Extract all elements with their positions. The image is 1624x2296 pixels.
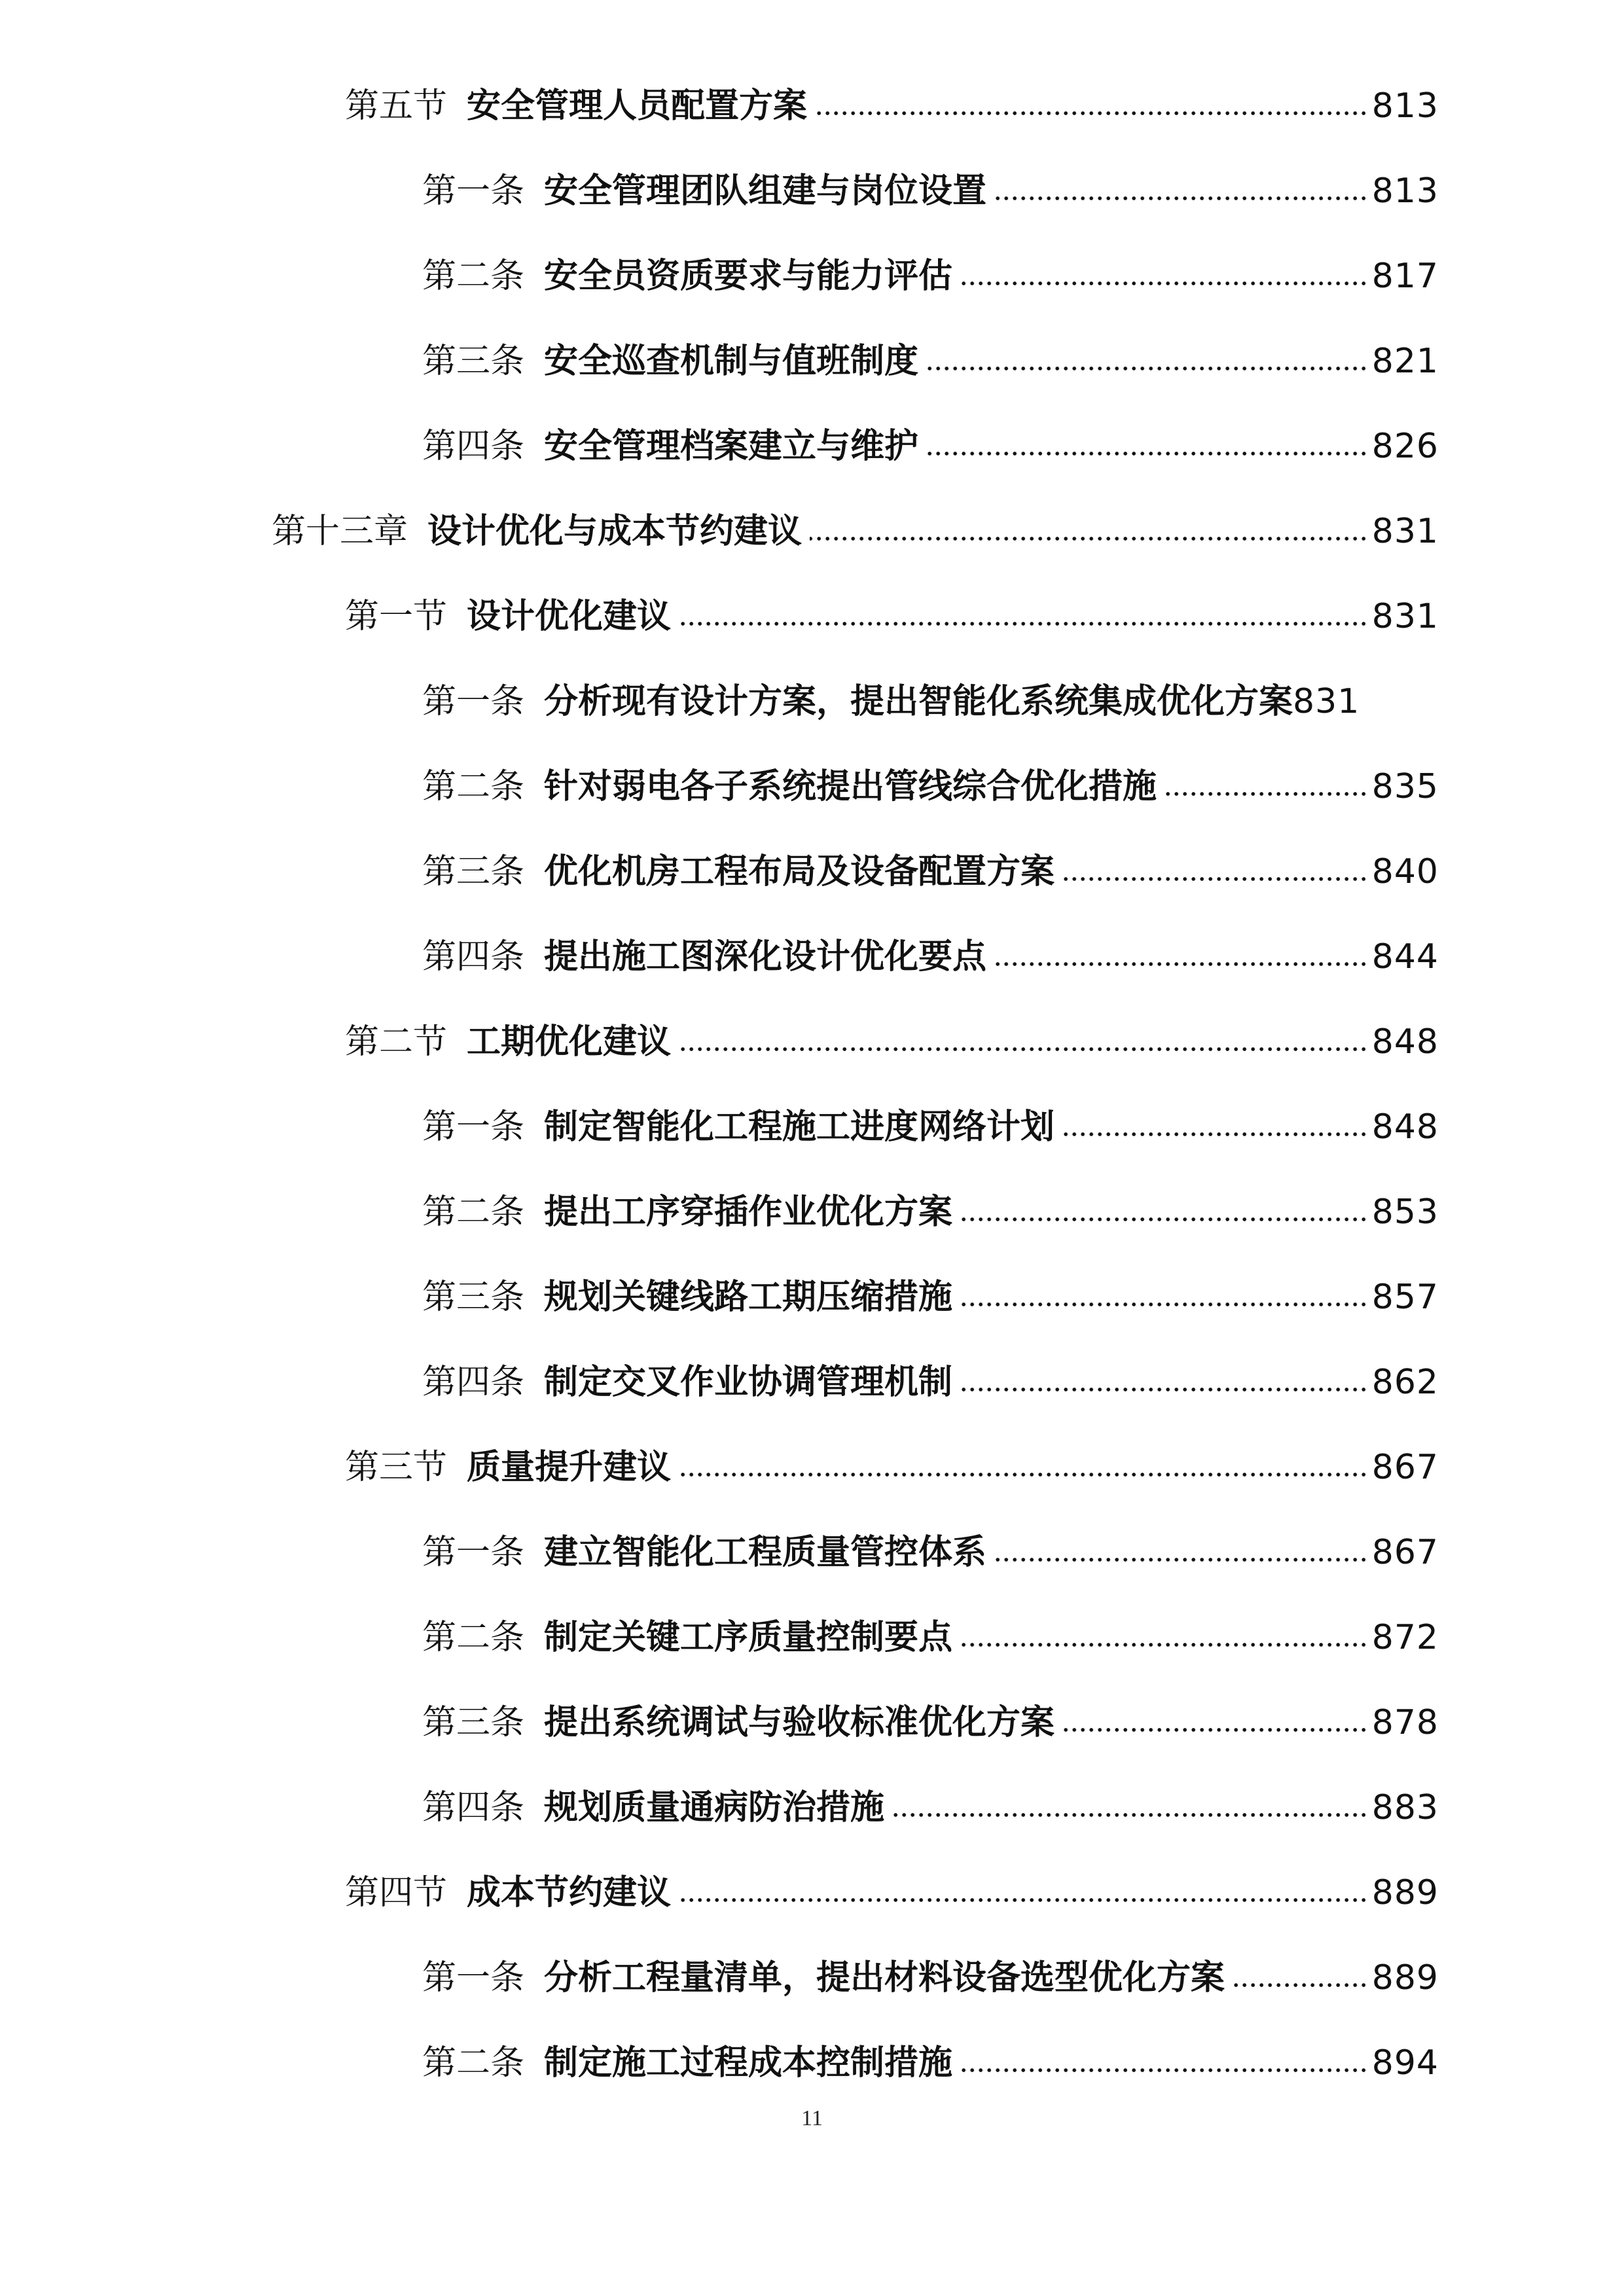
page-number: 11 <box>801 2106 823 2130</box>
toc-entry-chapter[interactable] <box>272 505 1439 558</box>
dot-leader <box>679 1045 1368 1054</box>
toc-entry-article[interactable] <box>422 675 1477 728</box>
toc-entry-label: 第四条 <box>422 1363 525 1402</box>
toc-entry-section[interactable] <box>345 1441 1439 1494</box>
dot-leader <box>960 1640 1368 1649</box>
toc-entry-page: 867 <box>1371 1533 1439 1572</box>
toc-entry-article[interactable] <box>422 165 1439 217</box>
toc-entry-title: 针对弱电各子系统提出管线综合优化措施 <box>544 767 1157 806</box>
dot-leader <box>960 1215 1368 1224</box>
toc-entry-label: 第十三章 <box>272 512 408 551</box>
toc-entry-label: 第二条 <box>422 767 525 806</box>
toc-entry-page: 853 <box>1371 1193 1439 1232</box>
toc-entry-label: 第一条 <box>422 682 525 721</box>
toc-entry-article[interactable] <box>422 1271 1439 1323</box>
toc-entry-title: 制定交叉作业协调管理机制 <box>544 1363 953 1402</box>
dot-leader <box>1233 1981 1368 1990</box>
toc-entry-title: 优化机房工程布局及设备配置方案 <box>544 852 1055 891</box>
dot-leader <box>926 449 1368 458</box>
toc-entry-label: 第二条 <box>422 257 525 296</box>
toc-entry-article[interactable] <box>422 1952 1439 2004</box>
toc-entry-article[interactable] <box>422 2037 1439 2089</box>
toc-entry-label: 第四条 <box>422 1788 525 1827</box>
toc-entry-page: 826 <box>1371 427 1439 466</box>
toc-entry-title: 制定施工过程成本控制措施 <box>544 2043 953 2083</box>
toc-entry-article[interactable] <box>422 1611 1439 1664</box>
dot-leader <box>892 1810 1368 1820</box>
toc-entry-page: 831 <box>1371 512 1439 551</box>
toc-entry-article[interactable] <box>422 1186 1439 1238</box>
toc-entry-label: 第二条 <box>422 1618 525 1657</box>
toc-entry-article[interactable] <box>422 846 1439 898</box>
toc-entry-title: 规划关键线路工期压缩措施 <box>544 1278 953 1317</box>
toc-entry-title: 工期优化建议 <box>467 1022 672 1062</box>
toc-entry-article[interactable] <box>422 250 1439 302</box>
toc-entry-label: 第三条 <box>422 852 525 891</box>
toc-entry-title: 安全巡查机制与值班制度 <box>544 342 919 381</box>
toc-entry-article[interactable] <box>422 931 1439 983</box>
dot-leader <box>960 1300 1368 1309</box>
toc-entry-page: 813 <box>1371 171 1439 211</box>
dot-leader <box>1062 1725 1368 1734</box>
toc-entry-article[interactable] <box>422 420 1439 473</box>
toc-entry-title: 质量提升建议 <box>467 1448 672 1487</box>
toc-entry-section[interactable] <box>345 1867 1439 1919</box>
toc-entry-title: 制定关键工序质量控制要点 <box>544 1618 953 1657</box>
toc-entry-label: 第二条 <box>422 1193 525 1232</box>
dot-leader <box>1062 874 1368 884</box>
toc-entry-label: 第三条 <box>422 1278 525 1317</box>
toc-entry-title: 分析工程量清单，提出材料设备选型优化方案 <box>544 1958 1225 1998</box>
toc-entry-page: 848 <box>1371 1022 1439 1062</box>
toc-entry-page: 844 <box>1371 937 1439 977</box>
toc-entry-section[interactable] <box>345 1016 1439 1068</box>
toc-entry-page: 821 <box>1371 342 1439 381</box>
dot-leader <box>926 364 1368 373</box>
toc-entry-title: 分析现有设计方案，提出智能化系统集成优化方案 <box>544 682 1293 721</box>
dot-leader <box>994 194 1368 203</box>
toc-entry-label: 第三条 <box>422 1703 525 1742</box>
dot-leader <box>994 1555 1368 1564</box>
toc-entry-article[interactable] <box>422 1356 1439 1408</box>
toc-entry-label: 第四条 <box>422 937 525 977</box>
toc-entry-label: 第一条 <box>422 1533 525 1572</box>
toc-entry-title: 安全管理档案建立与维护 <box>544 427 919 466</box>
toc-entry-page: 872 <box>1371 1618 1439 1657</box>
toc-entry-title: 提出施工图深化设计优化要点 <box>544 937 987 977</box>
toc-entry-label: 第一条 <box>422 1958 525 1998</box>
toc-entry-page: 894 <box>1371 2043 1439 2083</box>
toc-entry-page: 817 <box>1371 257 1439 296</box>
dot-leader <box>810 534 1368 543</box>
toc-entry-title: 设计优化与成本节约建议 <box>427 512 803 551</box>
toc-entry-article[interactable] <box>422 1696 1439 1749</box>
toc-entry-label: 第三节 <box>345 1448 448 1487</box>
toc-entry-page: 840 <box>1371 852 1439 891</box>
dot-leader <box>679 1470 1368 1479</box>
toc-entry-page: 878 <box>1371 1703 1439 1742</box>
dot-leader <box>815 109 1368 118</box>
dot-leader <box>960 1385 1368 1394</box>
toc-entry-title: 提出工序穿插作业优化方案 <box>544 1193 953 1232</box>
toc-entry-title: 规划质量通病防治措施 <box>544 1788 885 1827</box>
dot-leader <box>960 279 1368 288</box>
toc-entry-page: 883 <box>1371 1788 1439 1827</box>
toc-entry-title: 设计优化建议 <box>467 597 672 636</box>
toc-entry-page: 889 <box>1371 1958 1439 1998</box>
toc-entry-label: 第四节 <box>345 1873 448 1912</box>
toc-entry-article[interactable] <box>422 335 1439 387</box>
dot-leader <box>679 619 1368 628</box>
toc-entry-page: 835 <box>1371 767 1439 806</box>
toc-entry-label: 第一条 <box>422 171 525 211</box>
toc-entry-section[interactable] <box>345 80 1439 132</box>
toc-entry-label: 第一节 <box>345 597 448 636</box>
toc-entry-label: 第二条 <box>422 2043 525 2083</box>
dot-leader <box>960 2066 1368 2075</box>
toc-entry-page: 813 <box>1371 86 1439 126</box>
toc-entry-label: 第一条 <box>422 1107 525 1147</box>
toc-entry-title: 安全管理团队组建与岗位设置 <box>544 171 987 211</box>
toc-entry-page: 857 <box>1371 1278 1439 1317</box>
toc-entry-title: 提出系统调试与验收标准优化方案 <box>544 1703 1055 1742</box>
toc-entry-label: 第三条 <box>422 342 525 381</box>
toc-entry-page: 889 <box>1371 1873 1439 1912</box>
toc-entry-title: 建立智能化工程质量管控体系 <box>544 1533 987 1572</box>
toc-entry-label: 第二节 <box>345 1022 448 1062</box>
toc-entry-section[interactable] <box>345 590 1439 643</box>
dot-leader <box>994 960 1368 969</box>
dot-leader <box>1062 1130 1368 1139</box>
toc-entry-title: 成本节约建议 <box>467 1873 672 1912</box>
toc-entry-page: 862 <box>1371 1363 1439 1402</box>
toc-entry-page: 831 <box>1371 597 1439 636</box>
toc-entry-page: 867 <box>1371 1448 1439 1487</box>
toc-entry-article[interactable] <box>422 1526 1439 1579</box>
toc-entry-label: 第五节 <box>345 86 448 126</box>
dot-leader <box>679 1895 1368 1905</box>
toc-entry-title: 安全管理人员配置方案 <box>467 86 808 126</box>
toc-entry-title: 制定智能化工程施工进度网络计划 <box>544 1107 1055 1147</box>
toc-entry-article[interactable] <box>422 761 1439 813</box>
toc-entry-article[interactable] <box>422 1782 1439 1834</box>
toc-entry-page: 848 <box>1371 1107 1439 1147</box>
toc-entry-label: 第四条 <box>422 427 525 466</box>
toc-entry-page: 831 <box>1293 682 1360 721</box>
dot-leader <box>1164 789 1368 798</box>
toc-entry-title: 安全员资质要求与能力评估 <box>544 257 953 296</box>
toc-entry-article[interactable] <box>422 1101 1439 1153</box>
